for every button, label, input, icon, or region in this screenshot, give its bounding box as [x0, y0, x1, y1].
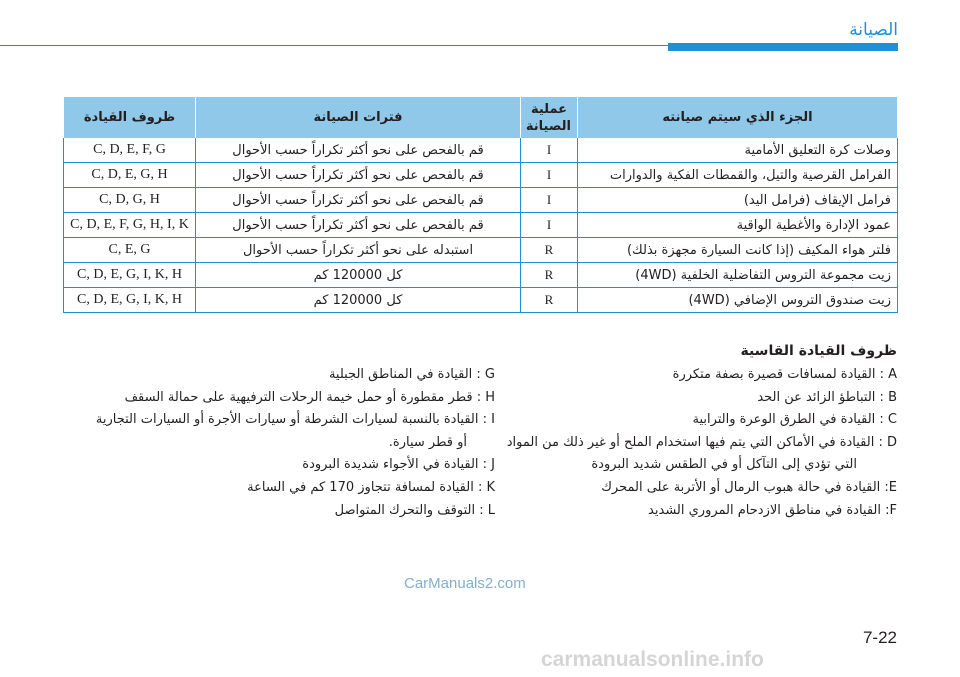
condition-item: K : القيادة لمسافة تتجاوز 170 كم في الساعة: [247, 479, 495, 495]
condition-item: E: القيادة في حالة هبوب الرمال أو الأتربة على المحرك: [601, 479, 897, 495]
condition-item: A : القيادة لمسافات قصيرة بصفة متكررة: [672, 367, 897, 382]
condition-item: F: القيادة في مناطق الازدحام المروري الشديد: [648, 502, 897, 518]
table-row: [64, 188, 898, 213]
row-interval: قم بالفحص على نحو أكثر تكراراً حسب الأحوال: [196, 163, 521, 188]
condition-item: D : القيادة في الأماكن التي يتم فيها استخدام الملح أو غير ذلك من المواد: [506, 434, 897, 450]
row-item: فلتر هواء المكيف (إذا كانت السيارة مجهزة بذلك): [578, 238, 898, 263]
table-row: [64, 238, 898, 263]
table-row: [64, 138, 898, 163]
row-conditions: C, D, G, H: [64, 188, 196, 213]
row-operation: R: [521, 263, 578, 288]
row-interval: استبدله على نحو أكثر تكراراً حسب الأحوال: [196, 238, 521, 263]
watermark: CarManuals2.com: [404, 575, 526, 592]
footer-watermark: carmanualsonline.info: [541, 648, 764, 671]
row-interval: قم بالفحص على نحو أكثر تكراراً حسب الأحوال: [196, 188, 521, 213]
row-conditions: C, D, E, F, G: [64, 138, 196, 163]
conditions-list-right: [506, 364, 897, 522]
row-conditions: C, D, E, F, G, H, I, K: [64, 213, 196, 238]
page-number: 7-22: [862, 628, 897, 647]
row-operation: R: [521, 288, 578, 313]
condition-item: G : القيادة في المناطق الجبلية: [328, 367, 495, 382]
row-conditions: C, D, E, G, H: [64, 163, 196, 188]
row-item: عمود الإدارة والأغطية الواقية: [578, 213, 898, 238]
row-operation: I: [521, 188, 578, 213]
row-item: زيت صندوق التروس الإضافي (4WD): [578, 288, 898, 313]
condition-item: B : التباطؤ الزائد عن الحد: [757, 389, 897, 405]
row-interval: كل 120000 كم: [196, 288, 521, 313]
header-item: الجزء الذي سيتم صيانته: [578, 97, 898, 138]
row-conditions: C, E, G: [64, 238, 196, 263]
row-operation: R: [521, 238, 578, 263]
maintenance-table: [63, 97, 898, 313]
condition-item-continuation: أو قطر سيارة.: [388, 434, 467, 450]
row-item: وصلات كرة التعليق الأمامية: [578, 138, 898, 163]
row-interval: كل 120000 كم: [196, 263, 521, 288]
header-rule: [0, 45, 668, 46]
condition-item: I : القيادة بالنسبة لسيارات الشرطة أو سيارات الأجرة أو السيارات التجارية: [95, 412, 495, 428]
row-interval: قم بالفحص على نحو أكثر تكراراً حسب الأحوال: [196, 213, 521, 238]
row-item: الفرامل القرصية والتيل، والقمطات الفكية والدوارات: [578, 163, 898, 188]
conditions-heading: ظروف القيادة القاسية: [740, 343, 897, 359]
conditions-list-left: [55, 364, 495, 522]
row-operation: I: [521, 163, 578, 188]
row-interval: قم بالفحص على نحو أكثر تكراراً حسب الأحوال: [196, 138, 521, 163]
row-operation: I: [521, 213, 578, 238]
row-conditions: C, D, E, G, I, K, H: [64, 288, 196, 313]
row-operation: I: [521, 138, 578, 163]
header-operation: عملية الصيانة: [521, 97, 578, 138]
table-header-row: [64, 97, 898, 138]
header-conditions: ظروف القيادة: [64, 97, 196, 138]
table-row: [64, 163, 898, 188]
table-row: [64, 288, 898, 313]
row-conditions: C, D, E, G, I, K, H: [64, 263, 196, 288]
condition-item: J : القيادة في الأجواء شديدة البرودة: [302, 457, 495, 473]
condition-item: C : القيادة في الطرق الوعرة والترابية: [692, 412, 897, 428]
section-title: الصيانة: [849, 20, 898, 40]
condition-item: L : التوقف والتحرك المتواصل: [334, 502, 495, 518]
row-item: زيت مجموعة التروس التفاضلية الخلفية (4WD): [578, 263, 898, 288]
condition-item: H : قطر مقطورة أو حمل خيمة الرحلات الترفيهية على حمالة السقف: [124, 389, 495, 405]
table-row: [64, 263, 898, 288]
header-interval: فترات الصيانة: [196, 97, 521, 138]
table-row: [64, 213, 898, 238]
condition-item-continuation: التي تؤدي إلى التآكل أو في الطقس شديد البرودة: [591, 457, 857, 473]
row-item: فرامل الإيقاف (فرامل اليد): [578, 188, 898, 213]
header-accent-bar: [668, 43, 898, 51]
